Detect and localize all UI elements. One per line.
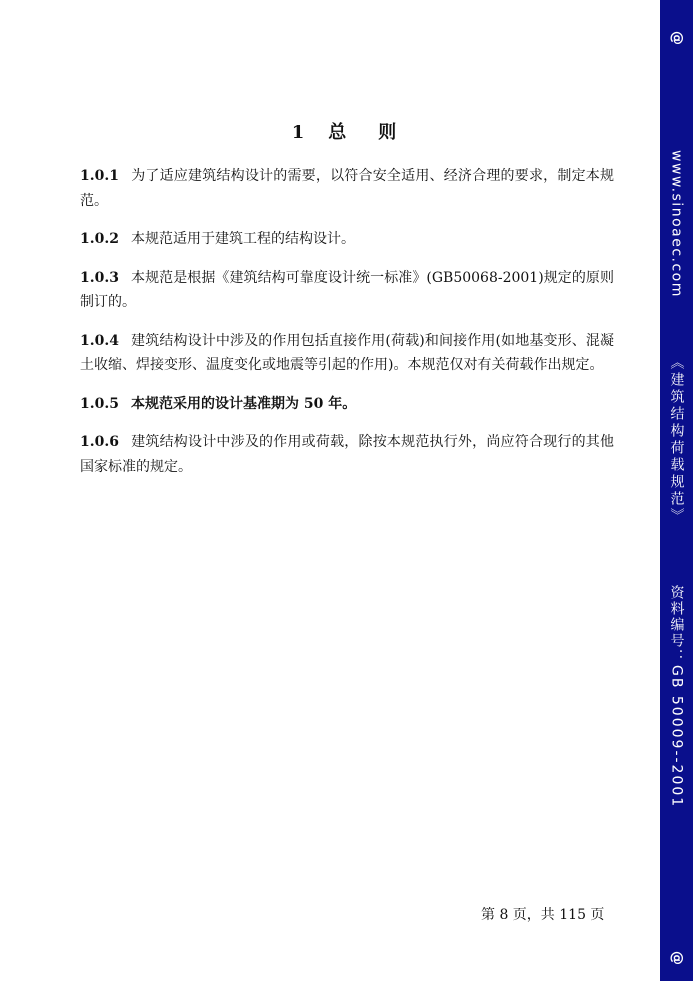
clause-1-0-1 xyxy=(80,164,614,213)
clause-number: 1.0.4 xyxy=(80,332,119,349)
clause-text: 建筑结构设计中涉及的作用或荷载，除按本规范执行外，尚应符合现行的其他国家标准的规定。 xyxy=(80,434,614,475)
clause-number: 1.0.2 xyxy=(80,231,119,247)
page-number: 第 8 页，共 115 页 xyxy=(481,907,605,923)
clause-number: 1.0.1 xyxy=(80,168,119,184)
document-name: 《建筑结构荷载规范》 xyxy=(668,355,685,525)
chapter-title-char-2: 则 xyxy=(378,122,399,143)
clause-text: 本规范采用的设计基准期为 50 年。 xyxy=(130,395,357,412)
clause-text: 本规范适用于建筑工程的结构设计。 xyxy=(130,231,355,247)
clause-number: 1.0.6 xyxy=(80,434,119,450)
clause-number: 1.0.5 xyxy=(80,395,119,412)
clause-text: 本规范是根据《建筑结构可靠度设计统一标准》(GB50068-2001)规定的原则制订的。 xyxy=(80,269,614,310)
clause-1-0-4 xyxy=(80,329,614,378)
clause-1-0-6 xyxy=(80,430,614,479)
clause-1-0-3 xyxy=(80,266,614,315)
clause-1-0-5 xyxy=(80,392,614,417)
chapter-title-char-1: 总 xyxy=(328,122,349,143)
at-sign-icon: @ xyxy=(668,31,685,45)
chapter-title xyxy=(0,118,690,144)
clause-text: 为了适应建筑结构设计的需要，以符合安全适用、经济合理的要求，制定本规范。 xyxy=(80,168,614,209)
document-code: 资料编号：GB 50009--2001 xyxy=(668,585,685,809)
at-sign-icon: @ xyxy=(668,951,685,965)
clause-number: 1.0.3 xyxy=(80,269,119,286)
chapter-number: 1 xyxy=(291,122,307,143)
clause-list xyxy=(80,150,614,482)
clause-text: 建筑结构设计中涉及的作用包括直接作用(荷载)和间接作用(如地基变形、混凝土收缩、焊接变形、温度变化或地震等引起的作用)。本规范仅对有关荷载作出规定。 xyxy=(80,332,614,373)
website-url: www.sinoaec.com xyxy=(668,150,685,298)
clause-1-0-2 xyxy=(80,227,614,252)
sidebar-band xyxy=(660,0,693,981)
